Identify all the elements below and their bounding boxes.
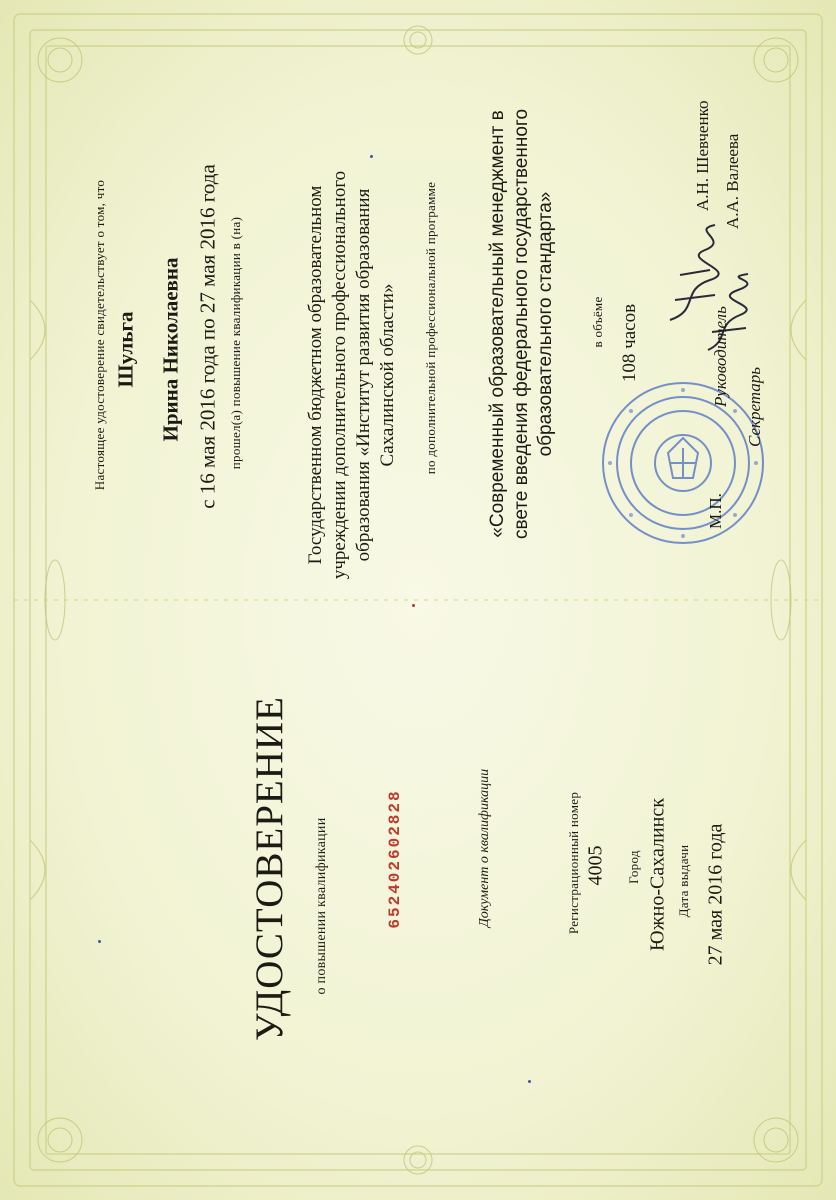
institution-line: Сахалинской области» [377, 283, 398, 467]
ink-dot [98, 940, 101, 943]
city-label: Город [626, 850, 641, 884]
issue-date-value: 27 мая 2016 года [704, 823, 727, 966]
program-line: «Современный образовательный менеджмент в [487, 110, 508, 538]
issue-date-label: Дата выдачи [676, 844, 691, 918]
head-role: Руководитель [711, 306, 730, 407]
program-line: образовательного стандарта» [535, 191, 556, 457]
head-name: А.Н. Шевченко [693, 100, 712, 211]
volume-value: 108 часов [619, 303, 640, 383]
reg-number-value: 4005 [584, 845, 607, 886]
program-line: свете введения федерального государственного [511, 108, 532, 540]
ink-dot [370, 155, 373, 158]
given-names: Ирина Николаевна [158, 257, 183, 442]
ink-dot [412, 604, 415, 607]
reg-number-label: Регистрационный номер [566, 791, 581, 935]
city-value: Южно-Сахалинск [646, 798, 669, 951]
institution-line: учреждении дополнительного профессионального [329, 170, 350, 580]
institution-line: Государственном бюджетном образовательном [305, 185, 326, 565]
document-type: Документ о квалификации [477, 768, 492, 928]
course-period: с 16 мая 2016 года по 27 мая 2016 года [195, 164, 220, 509]
ink-dot [528, 1080, 531, 1083]
program-label: по дополнительной профессиональной программе [423, 181, 438, 475]
program-block [486, 94, 558, 554]
document-title: УДОСТОВЕРЕНИЕ [248, 696, 291, 1041]
official-seal [598, 378, 768, 548]
institution-block [304, 165, 400, 585]
surname: Шульга [113, 311, 138, 388]
institution-line: образования «Институт развития образования [353, 188, 374, 562]
secretary-role: Секретарь [745, 367, 764, 447]
intro-text: Настоящее удостоверение свидетельствует о том, что [92, 179, 107, 491]
document-subtitle: о повышении квалификации [314, 817, 329, 995]
volume-label: в объёме [590, 296, 605, 348]
stamp-place-mark: М.П. [706, 493, 725, 529]
serial-number: 652402602828 [386, 789, 404, 929]
secretary-name: А.А. Валеева [723, 133, 742, 229]
passed-text: прошел(а) повышение квалификации в (на) [228, 216, 243, 470]
